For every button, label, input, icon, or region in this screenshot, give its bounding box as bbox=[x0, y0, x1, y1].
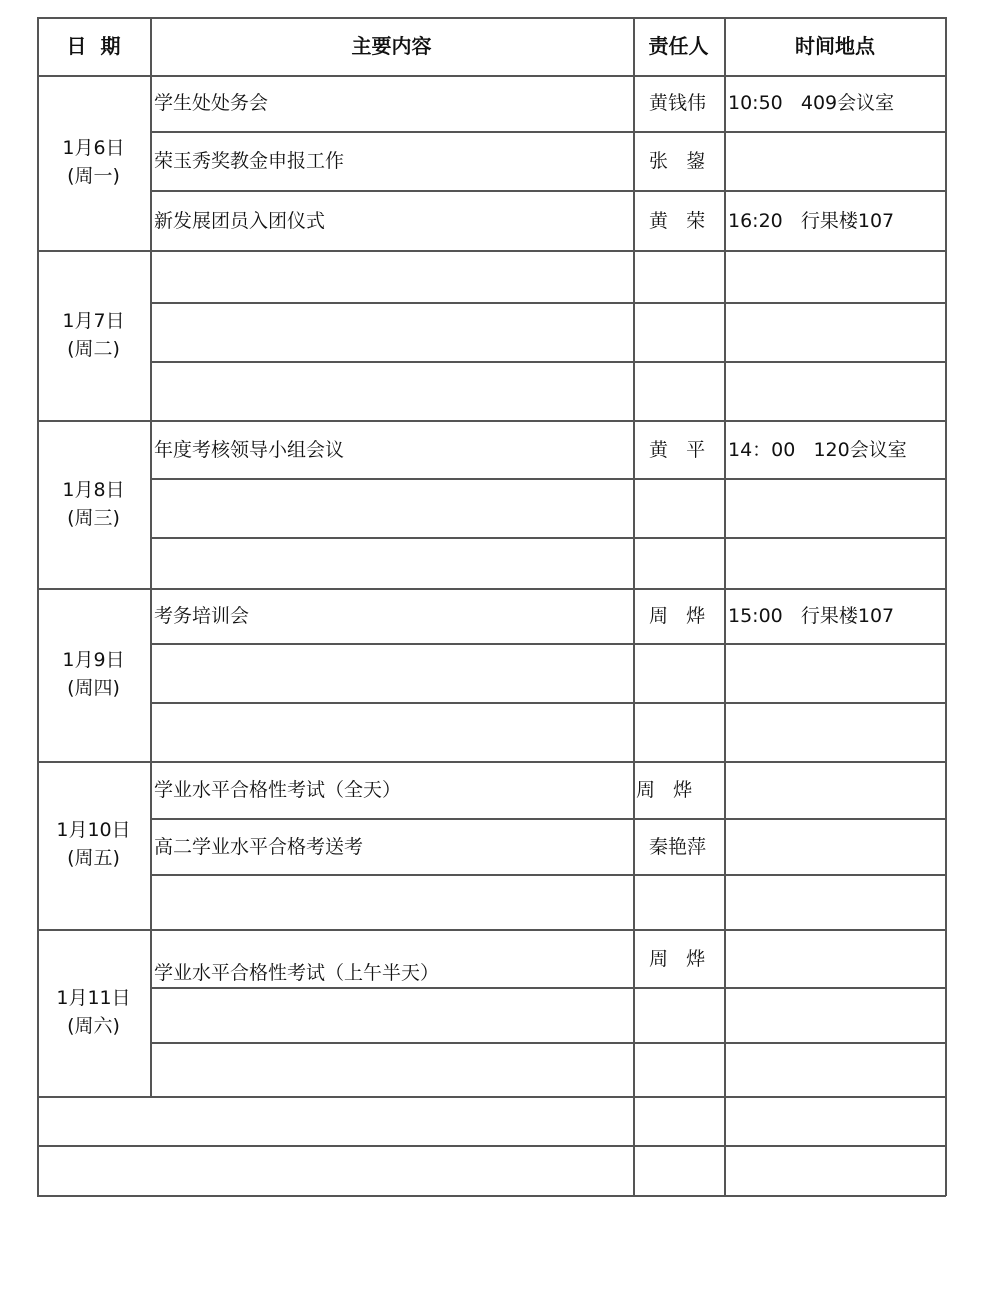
header-content: 主要内容 bbox=[351, 34, 432, 58]
person-cell: 黄 平 bbox=[649, 439, 706, 461]
content-cell: 学业水平合格性考试（全天） bbox=[154, 779, 402, 801]
person-cell: 黄 荣 bbox=[649, 210, 706, 232]
date-label: 1月8日 bbox=[62, 479, 125, 501]
table-border-right bbox=[945, 17, 947, 1196]
day-divider bbox=[37, 420, 946, 422]
content-cell: 新发展团员入团仪式 bbox=[154, 210, 326, 232]
content-cell: 高二学业水平合格考送考 bbox=[154, 836, 364, 858]
header-date: 日 期 bbox=[66, 34, 121, 58]
col-divider-date bbox=[150, 17, 152, 1096]
content-cell: 学业水平合格性考试（上午半天） bbox=[154, 962, 440, 984]
row-divider bbox=[150, 190, 946, 192]
person-cell: 秦艳萍 bbox=[649, 836, 707, 858]
date-label: 1月6日 bbox=[62, 137, 125, 159]
date-label: 1月11日 bbox=[56, 987, 131, 1009]
table-border-top bbox=[37, 17, 946, 19]
date-cell bbox=[37, 134, 150, 190]
day-divider bbox=[37, 929, 946, 931]
row-divider bbox=[150, 537, 946, 539]
date-cell bbox=[37, 816, 150, 872]
time-place-cell: 10:50 409会议室 bbox=[728, 92, 895, 114]
row-divider bbox=[150, 702, 946, 704]
time-place-cell: 16:20 行果楼107 bbox=[728, 210, 895, 232]
time-place-cell: 15:00 行果楼107 bbox=[728, 605, 895, 627]
weekday-label: (周二) bbox=[67, 338, 120, 360]
person-cell: 黄钱伟 bbox=[649, 92, 707, 114]
content-cell: 考务培训会 bbox=[154, 605, 250, 627]
day-divider bbox=[37, 250, 946, 252]
day-divider bbox=[37, 1096, 946, 1098]
date-cell bbox=[37, 646, 150, 702]
time-place-cell: 14：00 120会议室 bbox=[728, 439, 907, 461]
row-divider bbox=[150, 643, 946, 645]
row-divider bbox=[37, 1145, 946, 1147]
day-divider bbox=[37, 761, 946, 763]
col-divider-content bbox=[633, 17, 635, 1196]
date-cell bbox=[37, 307, 150, 363]
date-label: 1月7日 bbox=[62, 310, 125, 332]
person-cell: 张 鋆 bbox=[649, 150, 706, 172]
row-divider bbox=[150, 1042, 946, 1044]
schedule-table bbox=[37, 17, 946, 1196]
date-cell bbox=[37, 984, 150, 1040]
row-divider bbox=[150, 131, 946, 133]
weekday-label: (周六) bbox=[67, 1015, 120, 1037]
person-cell: 周 烨 bbox=[636, 779, 693, 801]
date-cell bbox=[37, 476, 150, 532]
person-cell: 周 烨 bbox=[649, 605, 706, 627]
header-time-place: 时间地点 bbox=[795, 34, 875, 58]
header-divider bbox=[37, 75, 946, 77]
date-label: 1月10日 bbox=[56, 819, 131, 841]
content-cell: 学生处处务会 bbox=[154, 92, 269, 114]
header-person: 责任人 bbox=[648, 34, 709, 58]
day-divider bbox=[37, 588, 946, 590]
person-cell: 周 烨 bbox=[649, 948, 706, 970]
col-divider-person bbox=[724, 17, 726, 1196]
date-label: 1月9日 bbox=[62, 649, 125, 671]
weekday-label: (周四) bbox=[67, 677, 120, 699]
table-border-bottom bbox=[37, 1195, 946, 1197]
row-divider bbox=[150, 874, 946, 876]
weekday-label: (周一) bbox=[67, 165, 120, 187]
row-divider bbox=[150, 987, 946, 989]
row-divider bbox=[150, 478, 946, 480]
weekday-label: (周五) bbox=[67, 847, 120, 869]
row-divider bbox=[150, 818, 946, 820]
content-cell: 年度考核领导小组会议 bbox=[154, 439, 345, 461]
row-divider bbox=[150, 361, 946, 363]
content-cell: 荣玉秀奖教金申报工作 bbox=[154, 150, 345, 172]
row-divider bbox=[150, 302, 946, 304]
weekday-label: (周三) bbox=[67, 507, 120, 529]
